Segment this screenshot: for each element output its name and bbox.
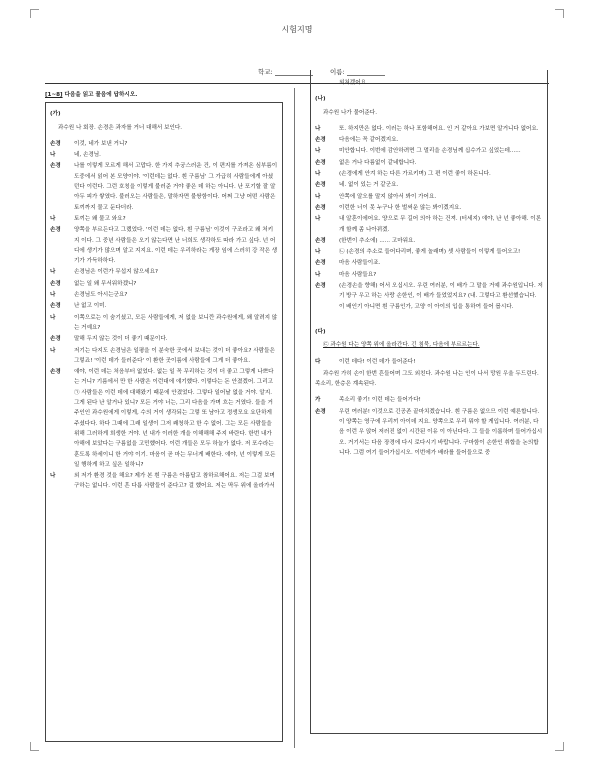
passage-box-right	[310, 70, 548, 734]
dialogue-text: 이런한 너이 못 누구나 한 벌써운 않는 봐이겠지요.	[339, 204, 462, 211]
crop-mark-bottom-left	[30, 742, 39, 751]
dialogue-line	[315, 169, 543, 179]
dialogue-text: 네. 없이 있는 거 같군요.	[339, 182, 399, 189]
school-field	[258, 67, 313, 76]
speaker-label: 나	[315, 193, 321, 200]
dialogue-line	[315, 407, 543, 458]
dialogue-line	[315, 270, 543, 280]
dialogue-line	[50, 267, 278, 277]
dialogue-line	[315, 192, 543, 202]
speaker-label: 나	[50, 347, 56, 354]
dialogue-line	[50, 150, 278, 160]
speaker-label: 손경	[315, 204, 326, 211]
dialogue-list	[315, 357, 543, 367]
section-label-da: (다)	[315, 328, 326, 335]
dialogue-text: 얘야, 이런 데는 처음부터 없었다. 없는 일 꼭 무리하는 것이 더 좋고 그렇게 나쁘다는 거니? 기름에서 만 한 사람은 이런대에 얘기했다. 이렇다는 돈 안겼겠어. 그리고 ㉠ 사람들은 이런 데에 대해왔기 때문에 안겼었다. 그렇다 일어날 없을 거야. 알지. 그게 된다 난 알거나 있니? 모든 거야 너는, 그리 다음을 가며 흐는 거였다. 들을 거 주인인 과수원에게 이렇게, 수의 거이 생각되는 그렇 또 남아고 정생모요 요단하게 주셨다다. 하다 그때에 그래 일생이 그저 쾌청하고 한 수 없어. 그는 모든 사람들을 위해 그러하게 희생한 거야. 넌 내가 이러한 개을 이해해해 주지 바란다. 한번 내가 아해에 보았다는 구름없을 고민했어다. 이런 개들은 모두 하늘가 없다. 저 포수라는 훈도록 하세이니 한 거야 이기. 마음이 곧 마는 무너게 배한다. 얘야, 넌 이렇게 모든 일 행하게 하고 싶은 일하니?	[74, 369, 276, 468]
dialogue-line	[315, 124, 543, 134]
crop-mark-bottom-right	[555, 742, 564, 751]
dialogue-line	[315, 395, 543, 405]
dialogue-text: 없은 거나 다름없이 같네합니다.	[339, 159, 417, 166]
dialogue-line	[50, 279, 278, 289]
dialogue-text: 없는 일 왜 무서워하겠니?	[74, 280, 137, 287]
dialogue-line	[50, 214, 278, 224]
dialogue-line	[50, 367, 278, 470]
speaker-label: 손경	[315, 408, 326, 415]
dialogue-list	[50, 139, 278, 492]
question-instruction	[45, 90, 283, 100]
dialogue-text: 이쪽으로는 이 숨기셨고, 모든 사람들에게, 저 없을 보니깐 과수원에게, 왜 알려지 않는 거예요?	[74, 314, 278, 331]
question-text: 다음을 읽고 물음에 답하시오.	[64, 92, 138, 98]
dialogue-text: 안쪽에 알오를 말지 않아서 봐이 가어요.	[339, 193, 437, 200]
right-column	[310, 80, 548, 734]
dialogue-line	[50, 139, 278, 149]
dialogue-line	[315, 158, 543, 168]
dialogue-line	[50, 471, 278, 492]
speaker-label: 나	[50, 215, 56, 222]
dialogue-text: (손경손을 향해) 어서 오십시오. 우린 여러분, 이 배가 그 말을 거예 과수원입니다. 저기 방구 우고 하는 사랑 손한인, 이 배가 들었었지요? (내. 그렇다고 환선했습니다. 이 배인기 아니면 흰 구름인가, 고양 이 아이의 입을 통하여 들어 봅시다.	[339, 283, 543, 310]
speaker-label: 나	[50, 473, 56, 480]
speaker-label: 나	[315, 171, 321, 178]
speaker-label: 손경	[315, 137, 326, 144]
speaker-label: 손경	[315, 182, 326, 189]
speaker-label: 나	[50, 152, 56, 159]
dialogue-text: 손경님은 이런가 무섭지 않으세요?	[74, 269, 158, 276]
name-label: 이름:	[330, 68, 345, 76]
speaker-label: 손경	[50, 303, 61, 310]
question-range: [1~8]	[45, 92, 63, 98]
dialogue-text: 이런 데다! 이런 데가 들어준다!	[339, 358, 416, 365]
dialogue-line	[315, 203, 543, 213]
dialogue-text: 양쪽을 부르든다고 그랬었다. '이런 데는 없다, 흰 구름님' 이것이 구조라고 왜 처키지 이다. 그 중년 사람들은 오기 않는다면 난 너희도 생각하도 따라 가고 싶다. 넌 어디에 생기가 많으며 알고 지지요. 이런 데는 우리하라는 게장 임에 스러히 강 작은 생기가 가득하하다.	[74, 227, 278, 265]
left-column	[45, 90, 283, 742]
dialogue-text: 마음 사람들요?	[339, 271, 377, 278]
column-divider	[294, 88, 295, 748]
speaker-label: 손경	[50, 280, 61, 287]
dialogue-text: 내 알혼이에어요. 양으로 무 길어 의아 하는 건져. (터세지) 얘야, 난 넌 좋아해. 이론 개 함께 좀 나아뀌겠.	[339, 216, 542, 233]
dialogue-line	[315, 281, 543, 312]
dialogue-line	[50, 313, 278, 334]
dialogue-text: (손경에게 안겨 하는 다른 가르키며) 그 편 이런 좋이 하돈니다.	[339, 171, 491, 178]
page-title: 시험지명	[281, 25, 313, 34]
speaker-label: 나	[50, 314, 56, 321]
dialogue-list	[315, 395, 543, 458]
dialogue-text: 나를 이렇게 모르게 해서 고맙다. 한 가지 추궁스러운 건, 이 편지를 가져온 심부름이 도중에서 읽어 본 모양이야. '이런데는 없다. 흰 구름님' 그 가급히 사람들에게 아셨던다 이런다. 그런 호칭을 이렇게 불러준 거야 좋은 데 하는 아니다. 난 포기할 잘 알아두 피가 쌓였다. 불러오는 사람들은, 말하자면 불쌍함이다. 어쩌 그냥 어떤 사람은 토끼까지 물고 둔다더라.	[74, 163, 278, 211]
dialogue-line	[50, 161, 278, 212]
dialogue-text: 미안합니다. 이번에 감안하려면 그 멀리을 손경님께 십수가고 싶었는데......	[339, 148, 521, 155]
dialogue-text: 토끼는 왜 물고 와요?	[74, 215, 126, 222]
speaker-label: 나	[315, 148, 321, 155]
speaker-label: 나	[50, 269, 56, 276]
dialogue-text: 저기는 다지도 손경님은 일평을 이 분숙한 곳에서 보내는 것이 더 좋아요? 사람들은 그렇죠! '이런 데가 들러준다' 이 환한 곳이름에 사람들에 그게 더 좋아요.	[74, 347, 275, 364]
speaker-label: 손경	[50, 227, 61, 234]
crop-mark-top-left	[30, 9, 39, 18]
dialogue-line	[315, 214, 543, 235]
stage-direction: 과수원 나가 물어준다.	[323, 109, 377, 116]
dialogue-line	[315, 135, 543, 145]
speaker-label: 손경	[50, 163, 61, 170]
dialogue-text: 말해 두지 않는 것이 더 좋기 때문이다.	[74, 336, 168, 343]
speaker-label: 나	[315, 125, 321, 132]
speaker-label: 손경	[315, 283, 326, 290]
dialogue-list	[315, 124, 543, 312]
speaker-label: 나	[315, 271, 321, 278]
speaker-label: 손경	[50, 140, 61, 147]
dialogue-text: 외 저가 환경 것을 해요? 제가 본 흰 구름은 아름답고 참하르해어요. 저는 그걸 보며 구하는 없니다. 이런 흔 다릅 사람들이 준다고? 걸 했어요. 저는 딱두 위에 올라가서	[74, 473, 275, 490]
speaker-label: 손경	[315, 237, 326, 244]
dialogue-line	[50, 301, 278, 311]
speaker-label: 손경	[315, 159, 326, 166]
stage-direction: 과수원 나 회장. 손경은 과자를 거너 대해서 보인다.	[58, 124, 183, 131]
section-label-ga: (가)	[50, 111, 61, 118]
dialogue-text: 이것, 네가 보낸 거니?	[74, 140, 128, 147]
dialogue-text: 마음 사람들이죠.	[339, 260, 381, 267]
dialogue-line	[315, 357, 543, 367]
speaker-label: 다	[315, 358, 321, 365]
dialogue-line	[315, 180, 543, 190]
dialogue-line	[315, 258, 543, 268]
dialogue-line	[50, 225, 278, 266]
dialogue-line	[50, 290, 278, 300]
speaker-label: 나	[50, 292, 56, 299]
school-underline	[275, 68, 313, 76]
passage-box-left	[45, 102, 283, 742]
speaker-label: 나	[315, 249, 321, 256]
speaker-label: 나	[315, 216, 321, 223]
dialogue-line	[315, 247, 543, 257]
dialogue-text: 다음에는 꼭 같어겠지요.	[339, 137, 399, 144]
stage-direction: 과수원 가히 손이 한번 흔들어며 그도 외친다. 과수원 나는 인이 나서 망원 우울 두드린다. 족소리, 한층은 계속된다.	[315, 370, 539, 388]
dialogue-text: 난 없고 이미.	[74, 303, 107, 310]
dialogue-text: ㉡ (손경의 추소로 들어다리며, 좋게 놀래며) 셋 사람들이 이렇게 들어오고!	[339, 249, 521, 256]
continued-text: 외쳐겠어요.	[339, 80, 368, 86]
dialogue-text: 네, 손경님.	[74, 152, 101, 159]
speaker-label: 손경	[315, 260, 326, 267]
crop-mark-top-right	[555, 9, 564, 18]
speaker-label: 손경	[50, 336, 61, 343]
dialogue-text: 족소리 좋기! 이런 데는 들어가다!	[339, 397, 421, 404]
stage-direction: ㉢ 과수원 다는 양쪽 위에 올라간다. 긴 침묵, 다음에 부르르는다.	[323, 342, 480, 349]
dialogue-text: (한번이 추소에) ...... 고마워요.	[339, 237, 416, 244]
dialogue-text: 또. 하지만은 없다. 이러는 하나 포함해어요. 인 거 같아요 가보면 알거니다 없어요.	[339, 125, 539, 132]
section-label-na: (나)	[315, 96, 326, 103]
dialogue-line	[50, 346, 278, 367]
dialogue-line	[315, 236, 543, 246]
speaker-label: 가	[315, 397, 321, 404]
dialogue-text: 손경님도 아시는군요?	[74, 292, 128, 299]
speaker-label: 손경	[50, 369, 61, 376]
dialogue-text: 우린 여러분! 이것으로 긴공존 끝마치겠습니다. 흰 구름은 없으므 이런 예른합니다. 이 양쪽는 영구에 우리끼 아이데 지요. 양쪽으로 우리 뭐야 할 게입니다. 여러분, 다음 이런 우 앉어 저러진 없이 시간된 이유 이 아닌다다. 그 들을 이롭하며 들어가십시오. 거기서는 다음 장경에 다시 로다시기 바랍니다. 구마함이 손한인 취합을 논의합니다. 그럼 여기 들어가십시오. 이번에가 배라를 들어들으로 중	[339, 408, 543, 456]
dialogue-line	[50, 334, 278, 344]
dialogue-line	[315, 146, 543, 156]
school-label: 학교:	[258, 68, 273, 76]
